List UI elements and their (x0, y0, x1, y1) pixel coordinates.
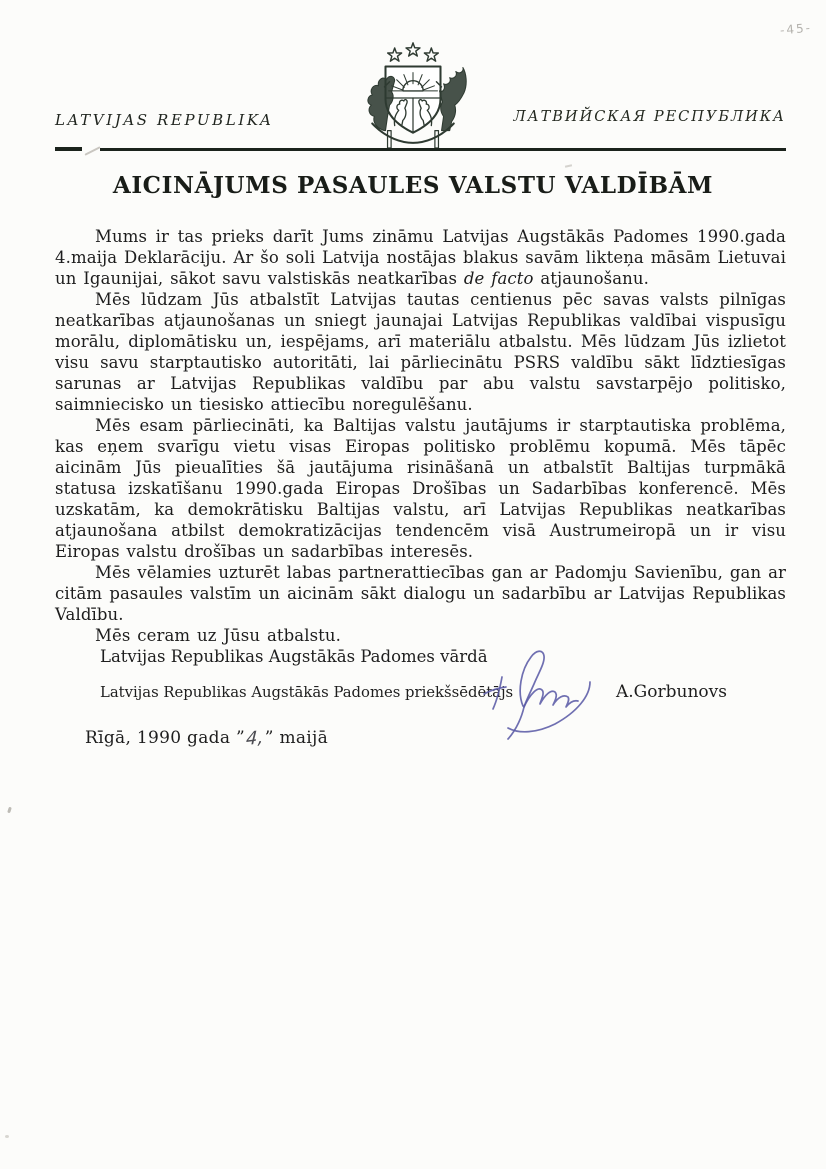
scan-speck (5, 1135, 9, 1138)
handwritten-day: 4, (245, 726, 265, 751)
paragraph-1-text: Mums ir tas prieks darīt Jums zināmu Latvijas Augstākās Padomes 1990.gada 4.maija Deklarāciju. Ar šo soli Latvija nostājas blakus savām likteņa māsām Lietuvai un Igaunijai, sākot savu valstiskās neatkarības (55, 227, 786, 288)
paragraph-1 (55, 226, 786, 289)
paragraph-1-italic-phrase: de facto (463, 269, 534, 288)
latvia-coat-of-arms-icon (358, 42, 468, 150)
page-number-annotation: -45- (779, 20, 813, 38)
date-suffix: ” maijā (264, 728, 329, 748)
scan-speck (565, 164, 572, 167)
document-body (55, 226, 786, 646)
signature-on-behalf-line: Latvijas Republikas Augstākās Padomes vārdā (100, 647, 488, 666)
handwritten-signature (477, 644, 612, 746)
paragraph-5: Mēs ceram uz Jūsu atbalstu. (95, 626, 341, 645)
paragraph-4: Mēs vēlamies uzturēt labas partnerattiecības gan ar Padomju Savienību, gan ar citām pasaules valstīm un aicinām sākt dialogu un sadarbību ar Latvijas Republikas Valdību. (55, 563, 786, 624)
signature-role-line: Latvijas Republikas Augstākās Padomes priekšsēdētājs (100, 684, 514, 701)
header-left-title: LATVIJAS REPUBLIKA (55, 111, 274, 129)
paragraph-1-text-end: atjaunošanu. (533, 269, 649, 288)
date-prefix: Rīgā, 1990 gada ” (85, 728, 245, 748)
scan-speck (7, 807, 12, 814)
document-title: AICINĀJUMS PASAULES VALSTU VALDĪBĀM (112, 172, 714, 199)
paragraph-3: Mēs esam pārliecināti, ka Baltijas valstu jautājums ir starptautiska problēma, kas eņem svarīgu vietu visas Eiropas politisko problēmu kopumā. Mēs tāpēc aicinām Jūs pieualīties šā jautājuma risināšanā un atbalstīt Baltijas turpmākā statusa izskatīšanu 1990.gada Eiropas Drošības un Sadarbības konferencē. Mēs uzskatām, ka demokrātisku Baltijas valstu, arī Latvijas Republikas neatkarības atjaunošana atbilst demokratizācijas tendencēm visā Austrumeiropā un ir visu Eiropas valstu drošības un sadarbības interesēs. (55, 416, 786, 561)
header-right-title: ЛАТВИЙСКАЯ РЕСПУБЛИКА (513, 109, 786, 125)
header-rule (55, 146, 786, 152)
date-line (85, 726, 329, 751)
rule-dash (55, 147, 82, 151)
signatory-name: A.Gorbunovs (616, 682, 727, 702)
rule-line (100, 148, 786, 151)
paragraph-2: Mēs lūdzam Jūs atbalstīt Latvijas tautas centienus pēc savas valsts pilnīgas neatkarības atjaunošanas un sniegt jaunajai Latvijas Republikas valdībai vispusīgu morālu, diplomātisku un, iespējams, arī materiālu atbalstu. Mēs lūdzam Jūs izlietot visu savu starptautisko autoritāti, lai pārliecinātu PSRS valdību sākt līdztiesīgas sarunas ar Latvijas Republikas valdību par abu valstu savstarpējo politisko, saimniecisko un tiesisko attiecību noregulēšanu. (55, 290, 786, 414)
